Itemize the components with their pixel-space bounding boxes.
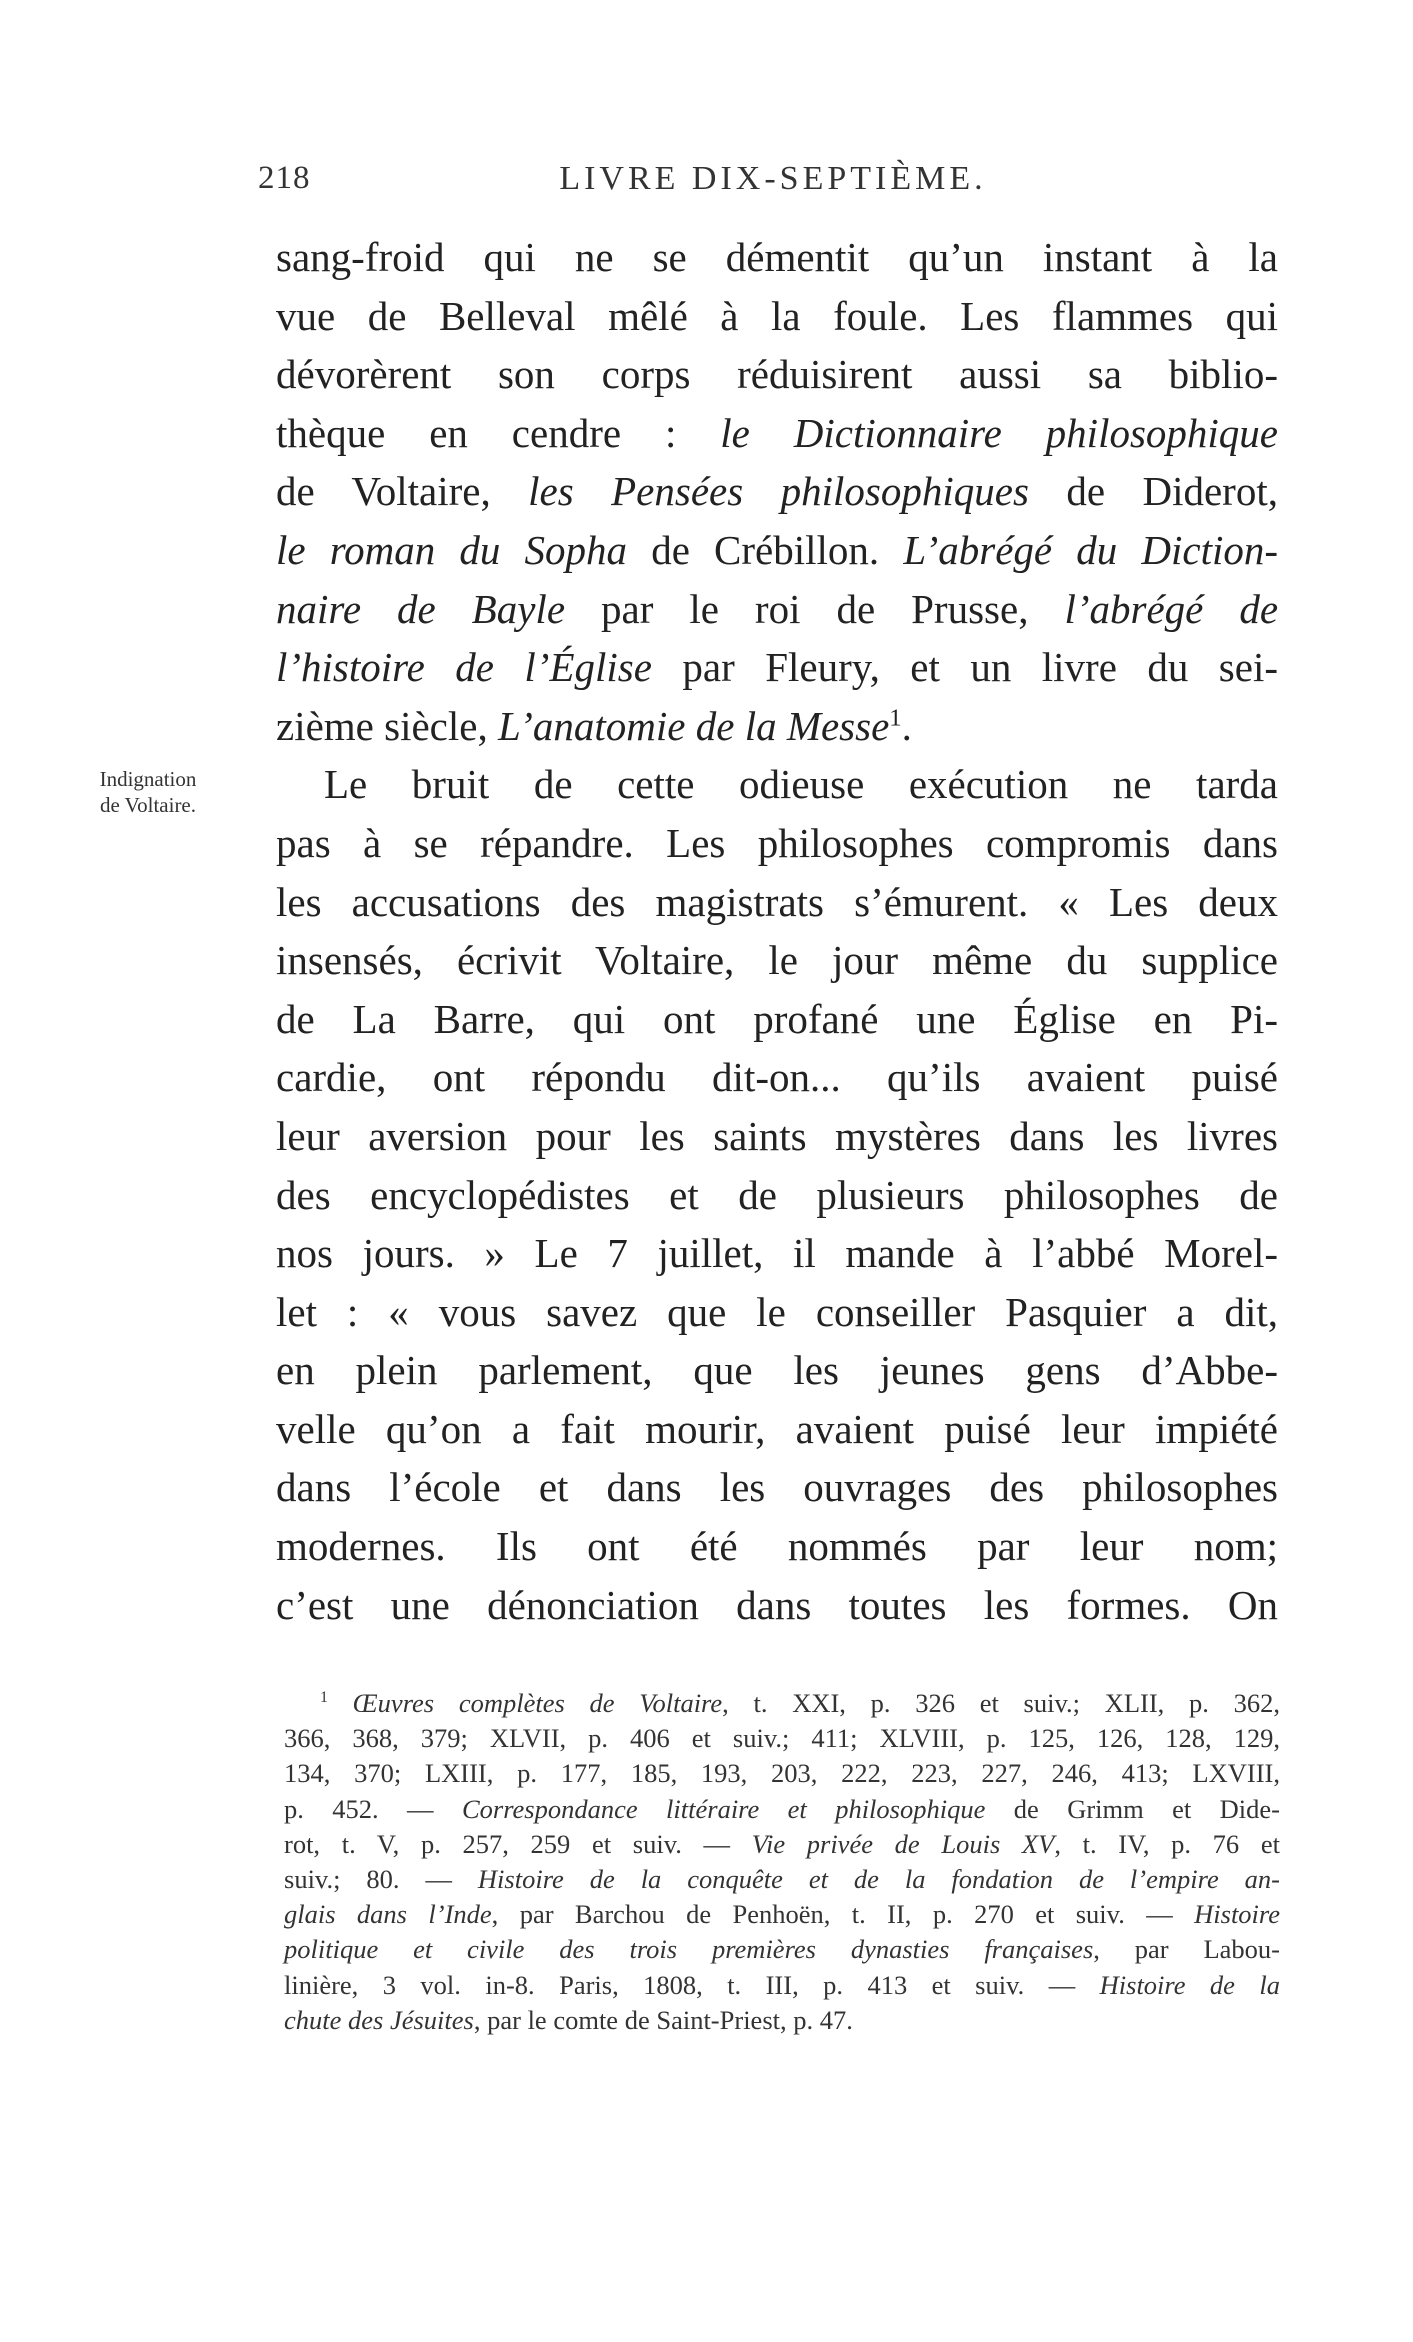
footnote-line: chute des Jésuites, par le comte de Saint-Priest, p. 47. — [284, 2004, 853, 2035]
text-line: dévorèrent son corps réduisirent aussi sa biblio- — [276, 351, 1278, 398]
text-line: zième siècle, L’anatomie de la Messe$^1$. — [276, 702, 912, 749]
margin-note-line: de Voltaire. — [99, 793, 197, 817]
text-line: de La Barre, qui ont profané une Église en Pi- — [276, 995, 1278, 1042]
text-line: cardie, ont répondu dit-on... qu’ils avaient puisé — [276, 1054, 1278, 1101]
running-title: LIVRE DIX-SEPTIÈME. — [559, 160, 987, 197]
page-number: 218 — [258, 160, 311, 196]
footnote-number: 1 — [320, 1689, 328, 1707]
page-header — [258, 160, 1288, 206]
text-line: leur aversion pour les saints mystères dans les livres — [276, 1112, 1278, 1159]
footnote-line: 366, 368, 379; XLVII, p. 406 et suiv.; 411; XLVIII, p. 125, 126, 128, 129, — [284, 1723, 1280, 1754]
text-line: des encyclopédistes et de plusieurs philosophes de — [276, 1171, 1278, 1218]
main-text — [276, 228, 1278, 1634]
footnote — [284, 1686, 1280, 2038]
text-line: de Voltaire, les Pensées philosophiques de Diderot, — [276, 468, 1278, 515]
text-line: l’histoire de l’Église par Fleury, et un livre du sei- — [276, 644, 1279, 691]
margin-note — [58, 766, 238, 818]
footnote-marker: 1 — [889, 704, 902, 732]
footnote-line: $^1$ Œuvres complètes de Voltaire, t. XXI, p. 326 et suiv.; XLII, p. 362, — [320, 1688, 1280, 1718]
text-line: les accusations des magistrats s’émurent. « Les deux — [276, 878, 1278, 925]
text-line: c’est une dénonciation dans toutes les formes. On — [276, 1581, 1278, 1628]
text-line: naire de Bayle par le roi de Prusse, l’abrégé de — [276, 585, 1279, 632]
paragraph-start: Le bruit de cette odieuse exécution ne tarda — [324, 761, 1278, 808]
text-line: vue de Belleval mêlé à la foule. Les flammes qui — [276, 292, 1278, 339]
text-line: nos jours. » Le 7 juillet, il mande à l’abbé Morel- — [276, 1230, 1278, 1277]
text-line: let : « vous savez que le conseiller Pasquier a dit, — [276, 1288, 1278, 1335]
text-line: modernes. Ils ont été nommés par leur nom; — [276, 1523, 1278, 1570]
text-line: en plein parlement, que les jeunes gens d’Abbe- — [276, 1347, 1278, 1394]
footnote-line: glais dans l’Inde, par Barchou de Penhoën, t. II, p. 270 et suiv. — Histoire — [284, 1899, 1281, 1930]
footnote-line: p. 452. — Correspondance littéraire et philosophique de Grimm et Dide- — [284, 1793, 1281, 1824]
text-line: insensés, écrivit Voltaire, le jour même du supplice — [276, 937, 1278, 984]
margin-note-line: Indignation — [99, 767, 197, 791]
footnote-line: politique et civile des trois premières dynasties françaises, par Labou- — [284, 1934, 1280, 1965]
text-line: sang-froid qui ne se démentit qu’un instant à la — [276, 234, 1278, 280]
text-line: le roman du Sopha de Crébillon. L’abrégé du Diction- — [276, 526, 1279, 573]
text-line: velle qu’on a fait mourir, avaient puisé leur impiété — [276, 1405, 1278, 1452]
footnote-line: suiv.; 80. — Histoire de la conquête et de la fondation de l’empire an- — [284, 1863, 1280, 1894]
text-line: thèque en cendre : le Dictionnaire philosophique — [276, 409, 1279, 456]
footnote-line: linière, 3 vol. in-8. Paris, 1808, t. III, p. 413 et suiv. — Histoire de la — [284, 1969, 1280, 2000]
footnote-line: 134, 370; LXIII, p. 177, 185, 193, 203, 222, 223, 227, 246, 413; LXVIII, — [284, 1758, 1280, 1789]
footnote-line: rot, t. V, p. 257, 259 et suiv. — Vie privée de Louis XV, t. IV, p. 76 et — [284, 1828, 1280, 1859]
text-line: dans l’école et dans les ouvrages des philosophes — [276, 1464, 1278, 1511]
text-line: pas à se répandre. Les philosophes compromis dans — [276, 819, 1278, 866]
